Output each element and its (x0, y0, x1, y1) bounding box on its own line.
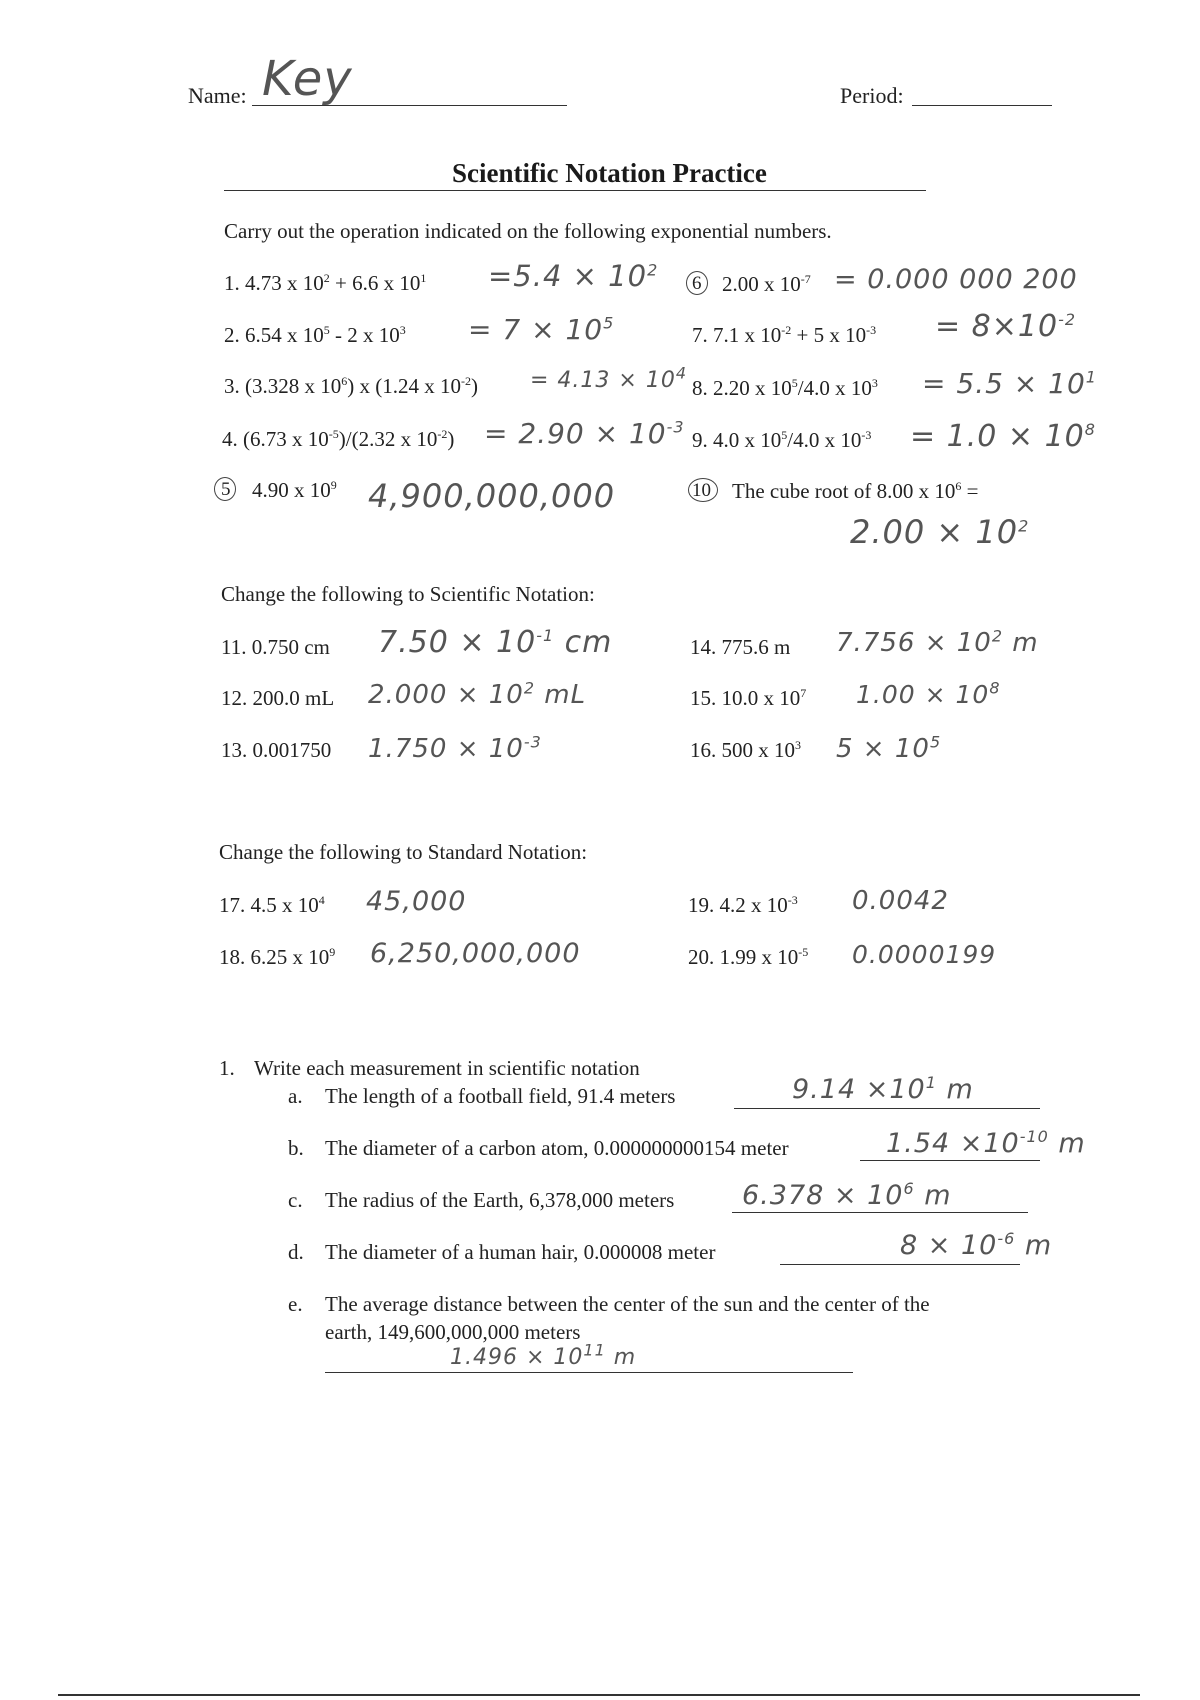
problem-7: 7. 7.1 x $10^{-2} + 5$ x $10^{-3}$ (692, 323, 877, 347)
problem-10: The cube root of 8.00 x $10^6$ = (732, 479, 979, 503)
problem-5: 4.90 x $10^9$ (252, 478, 337, 502)
section2-instruction: Change the following to Scientific Notation: (221, 582, 595, 606)
measure-e-letter: e. (288, 1292, 303, 1316)
answer-11: $7.50 \times 10^{-1}$ cm (378, 625, 613, 660)
answer-18: 6,250,000,000 (370, 938, 581, 969)
name-label: Name: (188, 83, 247, 108)
section3-instruction: Change the following to Standard Notation: (219, 840, 588, 864)
problem-10-number: 10 (692, 480, 711, 501)
measure-a-text: The length of a football field, 91.4 meters (325, 1084, 676, 1108)
problem-14: 14. 775.6 m (690, 635, 791, 659)
answer-17: 45,000 (366, 886, 467, 917)
measure-e-text-line2: earth, 149,600,000,000 meters (325, 1320, 581, 1344)
answer-3: = $4.13 \times 10^4$ (530, 363, 688, 393)
section1-instruction: Carry out the operation indicated on the following exponential numbers. (224, 219, 832, 243)
answer-line-b (860, 1160, 1040, 1161)
answer-16: $5 \times 10^5$ (836, 732, 942, 764)
answer-8: = $5.5 \times 10^1$ (922, 367, 1097, 400)
problem-13: 13. 0.001750 (221, 738, 332, 762)
title-rule (224, 190, 926, 191)
answer-line-e (325, 1372, 853, 1373)
measure-b-letter: b. (288, 1136, 304, 1160)
answer-15: $1.00 \times 10^8$ (856, 678, 1001, 709)
problem-2: 2. 6.54 x $10^5 - 2$ x $10^3$ (224, 323, 406, 347)
answer-a: $9.14 \times 10^1$ m (792, 1073, 974, 1105)
problem-19: 19. 4.2 x $10^{-3}$ (688, 893, 798, 917)
problem-9: 9. 4.0 x $10^5/4.0$ x $10^{-3}$ (692, 428, 872, 452)
measure-e-text: The average distance between the center of the sun and the center of the (325, 1292, 930, 1316)
period-line (912, 105, 1052, 106)
name-value: Key (262, 51, 353, 107)
problem-1: 1. 4.73 x $10^2 + 6.6$ x $10^1$ (224, 271, 427, 295)
section4-instruction: Write each measurement in scientific notation (254, 1056, 640, 1080)
measure-d-text: The diameter of a human hair, 0.000008 meter (325, 1240, 716, 1264)
problem-12: 12. 200.0 mL (221, 686, 335, 710)
problem-3: 3. (3.328 x $10^6$) x (1.24 x $10^{-2}$) (224, 374, 478, 398)
problem-6: 2.00 x $10^{-7}$ (722, 272, 811, 296)
answer-line-c (732, 1212, 1028, 1213)
measure-d-letter: d. (288, 1240, 304, 1264)
answer-20: 0.0000199 (852, 940, 997, 969)
answer-19: 0.0042 (852, 886, 949, 916)
answer-b: $1.54 \times 10^{-10}$ m (886, 1127, 1086, 1159)
measure-b-text: The diameter of a carbon atom, 0.000000000154 meter (325, 1136, 789, 1160)
problem-15: 15. 10.0 x $10^7$ (690, 686, 807, 710)
problem-8: 8. 2.20 x $10^5/4.0$ x $10^3$ (692, 376, 878, 400)
problem-17: 17. 4.5 x $10^4$ (219, 893, 325, 917)
problem-4: 4. (6.73 x $10^{-5})/(2.32$ x $10^{-2}$) (222, 427, 455, 451)
page-bottom-rule (58, 1694, 1140, 1696)
answer-d: $8 \times 10^{-6}$ m (900, 1229, 1053, 1261)
answer-e: $1.496 \times 10^{11}$ m (450, 1340, 637, 1370)
answer-10: $2.00 \times 10^2$ (850, 513, 1030, 551)
answer-c: $6.378 \times 10^6$ m (742, 1179, 952, 1211)
problem-5-number: 5 (221, 479, 231, 500)
answer-4: = $2.90 \times 10^{-3}$ (484, 417, 685, 450)
measure-a-letter: a. (288, 1084, 303, 1108)
measure-c-text: The radius of the Earth, 6,378,000 meters (325, 1188, 675, 1212)
answer-12: $2.000 \times 10^2$ mL (368, 678, 587, 710)
problem-11: 11. 0.750 cm (221, 635, 330, 659)
answer-14: $7.756 \times 10^2$ m (836, 626, 1039, 658)
problem-16: 16. 500 x $10^3$ (690, 738, 801, 762)
measure-c-letter: c. (288, 1188, 303, 1212)
answer-2: = $7 \times 10^5$ (468, 313, 615, 346)
problem-6-number: 6 (692, 273, 702, 294)
answer-7: = $8\times 10^{-2}$ (935, 309, 1077, 344)
period-label: Period: (840, 83, 904, 108)
answer-9: = $1.0 \times 10^8$ (910, 419, 1096, 454)
section4-number: 1. (219, 1056, 235, 1080)
answer-13: $1.750 \times 10^{-3}$ (368, 732, 542, 764)
problem-18: 18. 6.25 x $10^9$ (219, 945, 336, 969)
problem-20: 20. 1.99 x $10^{-5}$ (688, 945, 809, 969)
page-title: Scientific Notation Practice (452, 158, 767, 188)
answer-line-a (734, 1108, 1040, 1109)
answer-1: $=5.4 \times 10^2$ (488, 259, 659, 293)
answer-line-d (780, 1264, 1020, 1265)
answer-5: 4,900,000,000 (368, 477, 616, 515)
answer-6: = 0.000 000 200 (834, 264, 1078, 295)
